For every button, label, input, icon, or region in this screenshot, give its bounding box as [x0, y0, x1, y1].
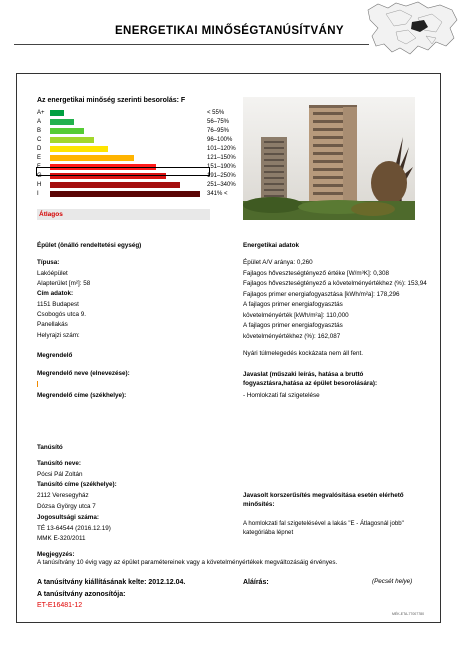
note-text: A tanúsítvány 10 évig vagy az épület paramétereinek vagy a követelményértékek megváltozásáig érvényes. — [37, 559, 338, 566]
energy-line: A fajlagos primer energiafogyasztás — [243, 322, 343, 329]
rating-row-aplus — [37, 109, 225, 117]
address-extra: Panellakás — [37, 321, 68, 328]
rating-row-d — [37, 145, 236, 153]
energy-line: Fajlagos primer energiafogyasztása [kWh/m²a]: 178,296 — [243, 290, 400, 298]
rating-letter: B — [37, 128, 42, 134]
rating-range: 101–120% — [207, 146, 236, 152]
rating-bar — [50, 146, 108, 152]
address-street: Csobogós utca 9. — [37, 311, 87, 318]
rating-bar — [50, 137, 94, 143]
address-label: Cím adatok: — [37, 290, 74, 297]
client-address-label: Megrendelő címe (székhelye): — [37, 392, 127, 399]
rating-range: 341% < — [207, 191, 228, 197]
building-area: Alapterület [m²]: 58 — [37, 280, 91, 287]
rating-letter: G — [37, 173, 42, 179]
recommended-text: A homlokzati fal szigetelésével a lakás "E - Átlagosnál jobb" kategóriába lépnet — [243, 520, 404, 536]
rating-bar — [50, 191, 200, 197]
rating-letter: A — [37, 119, 42, 125]
document-title: ENERGETIKAI MINŐSÉGTANÚSÍTVÁNY — [114, 25, 345, 37]
energy-heading: Energetikai adatok — [243, 242, 299, 249]
certifier-heading: Tanúsító — [37, 444, 63, 451]
energy-line: követelményérték [kWh/m²a]: 110,000 — [243, 311, 349, 319]
rating-scale-title: Az energetikai minőség szerinti besorolás: F — [37, 97, 186, 104]
certifier-address-city: 2112 Veresegyház — [37, 492, 89, 499]
rating-row-b — [37, 127, 230, 135]
energy-line: követelményértékhez (%): 162,087 — [243, 332, 341, 340]
rating-range: 96–100% — [207, 137, 233, 143]
rating-range: 251–340% — [207, 182, 236, 188]
building-type-label: Típusa: — [37, 259, 60, 266]
rating-row-c — [37, 136, 233, 144]
rating-letter: F — [37, 164, 41, 170]
building-heading: Épület (önálló rendeltetési egység) — [37, 242, 142, 249]
building-type-value: Lakóépület — [37, 270, 68, 277]
rating-row-h — [37, 181, 236, 189]
rating-row-a — [37, 118, 230, 126]
summer-overheating: Nyári túlmelegedés kockázata nem áll fent. — [243, 350, 364, 357]
energy-line: A fajlagos primer energiafogyasztás — [243, 301, 343, 308]
rating-range: < 55% — [207, 110, 225, 116]
building-photo — [243, 97, 415, 220]
rating-letter: E — [37, 155, 42, 161]
rating-letter: D — [37, 146, 42, 152]
client-heading: Megrendelő — [37, 352, 73, 359]
rating-letter: I — [37, 191, 39, 197]
certifier-name: Pócsi Pál Zoltán — [37, 471, 83, 478]
energy-line: Fajlagos hőveszteségtényező a követelményértékhez (%): 153,94 — [243, 280, 427, 287]
lot-number: Helyrajzi szám: — [37, 332, 80, 339]
certifier-address-street: Dózsa György utca 7 — [37, 503, 96, 510]
energy-line: Fajlagos hőveszteségtényező értéke [W/m³K]: 0,308 — [243, 269, 389, 277]
rating-letter: H — [37, 182, 42, 188]
energy-line: Épület A/V aránya: 0,260 — [243, 259, 313, 266]
license-number-2: MMK E-320/2011 — [37, 535, 86, 542]
recommended-heading: Javasolt korszerűsítés megvalósítása esetén elérhető minősítés: — [243, 492, 404, 508]
rating-label: Átlagos — [37, 209, 210, 220]
certifier-name-label: Tanúsító neve: — [37, 460, 81, 467]
europe-map-icon — [366, 0, 459, 58]
rating-row-i — [37, 190, 228, 198]
rating-bar — [50, 119, 74, 125]
rating-bar — [50, 182, 180, 188]
footer-code: MÉK-ETA-77007780 — [392, 612, 425, 616]
proposal-heading: Javaslat (műszaki leírás, hatása a bruttó fogyasztásra,hatása az épület besorolására): — [243, 371, 378, 387]
rating-range: 191–250% — [207, 173, 236, 179]
license-number-1: TÉ 13-64544 (2016.12.19) — [37, 525, 111, 532]
rating-bar — [50, 155, 134, 161]
rating-range: 76–95% — [207, 128, 230, 134]
address-city: 1151 Budapest — [37, 301, 79, 308]
issue-date: A tanúsítvány kiállításának kelte: 2012.12.04. — [37, 579, 186, 586]
header-rule — [14, 44, 369, 45]
stamp-placeholder: (Pecsét helye) — [372, 578, 413, 585]
license-label: Jogosultsági száma: — [37, 514, 99, 521]
rating-bar — [50, 128, 84, 134]
signature-label: Aláírás: — [243, 579, 269, 586]
certificate-id-value: ET-E16481-12 — [37, 602, 83, 609]
rating-row-e — [37, 154, 236, 162]
current-rating-highlight — [36, 167, 210, 176]
client-name-cursor — [37, 381, 38, 387]
proposal-item: - Homlokzati fal szigetelése — [243, 392, 320, 399]
rating-range: 151–190% — [207, 164, 236, 170]
rating-bar — [50, 110, 64, 116]
rating-range: 121–150% — [207, 155, 236, 161]
client-name-label: Megrendelő neve (elnevezése): — [37, 370, 130, 377]
rating-letter: A+ — [37, 110, 45, 116]
certificate-id-label: A tanúsítvány azonosítója: — [37, 591, 126, 598]
rating-letter: C — [37, 137, 42, 143]
rating-range: 56–75% — [207, 119, 230, 125]
note-heading: Megjegyzés: — [37, 551, 75, 558]
certifier-address-label: Tanúsító címe (székhelye): — [37, 481, 117, 488]
